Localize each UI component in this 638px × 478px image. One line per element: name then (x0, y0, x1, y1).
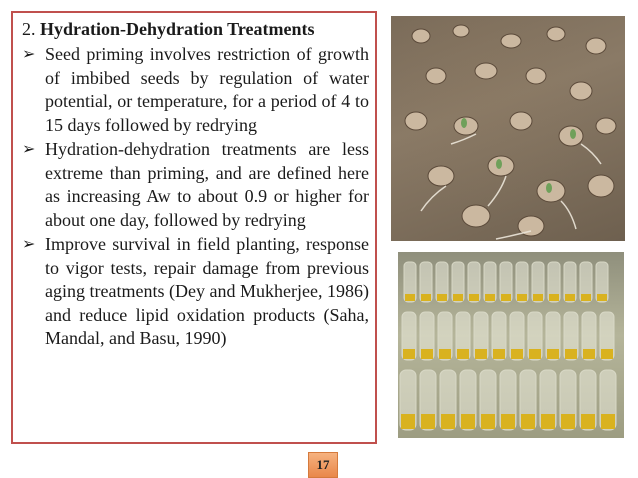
content-box (11, 11, 377, 444)
section-heading (22, 18, 369, 41)
list-item (22, 43, 369, 137)
bullet-text: Improve survival in field planting, response to vigor tests, repair damage from previous aging treatments (Dey and Mukherjee, 1986) and reduce lipid oxidation products (Saha, Mandal, and Basu, 1990) (45, 234, 369, 348)
list-item (22, 138, 369, 232)
seed-vials-photo (398, 252, 624, 438)
list-item (22, 233, 369, 351)
arrow-bullet-icon: ➢ (22, 236, 36, 253)
page-number-badge: 17 (308, 452, 338, 478)
bullet-list (22, 43, 369, 351)
arrow-bullet-icon: ➢ (22, 46, 36, 63)
bullet-text: Seed priming involves restriction of growth of imbibed seeds by regulation of water potential, or temperature, for a period of 4 to 15 days followed by redrying (45, 44, 369, 135)
section-number: 2. (22, 19, 40, 39)
section-title: Hydration-Dehydration Treatments (40, 19, 315, 39)
germinating-seeds-photo (391, 16, 625, 241)
bullet-text: Hydration-dehydration treatments are less extreme than priming, and are defined here as increasing Aw to about 0.9 or higher for about one day, followed by redrying (45, 139, 369, 230)
arrow-bullet-icon: ➢ (22, 141, 36, 158)
